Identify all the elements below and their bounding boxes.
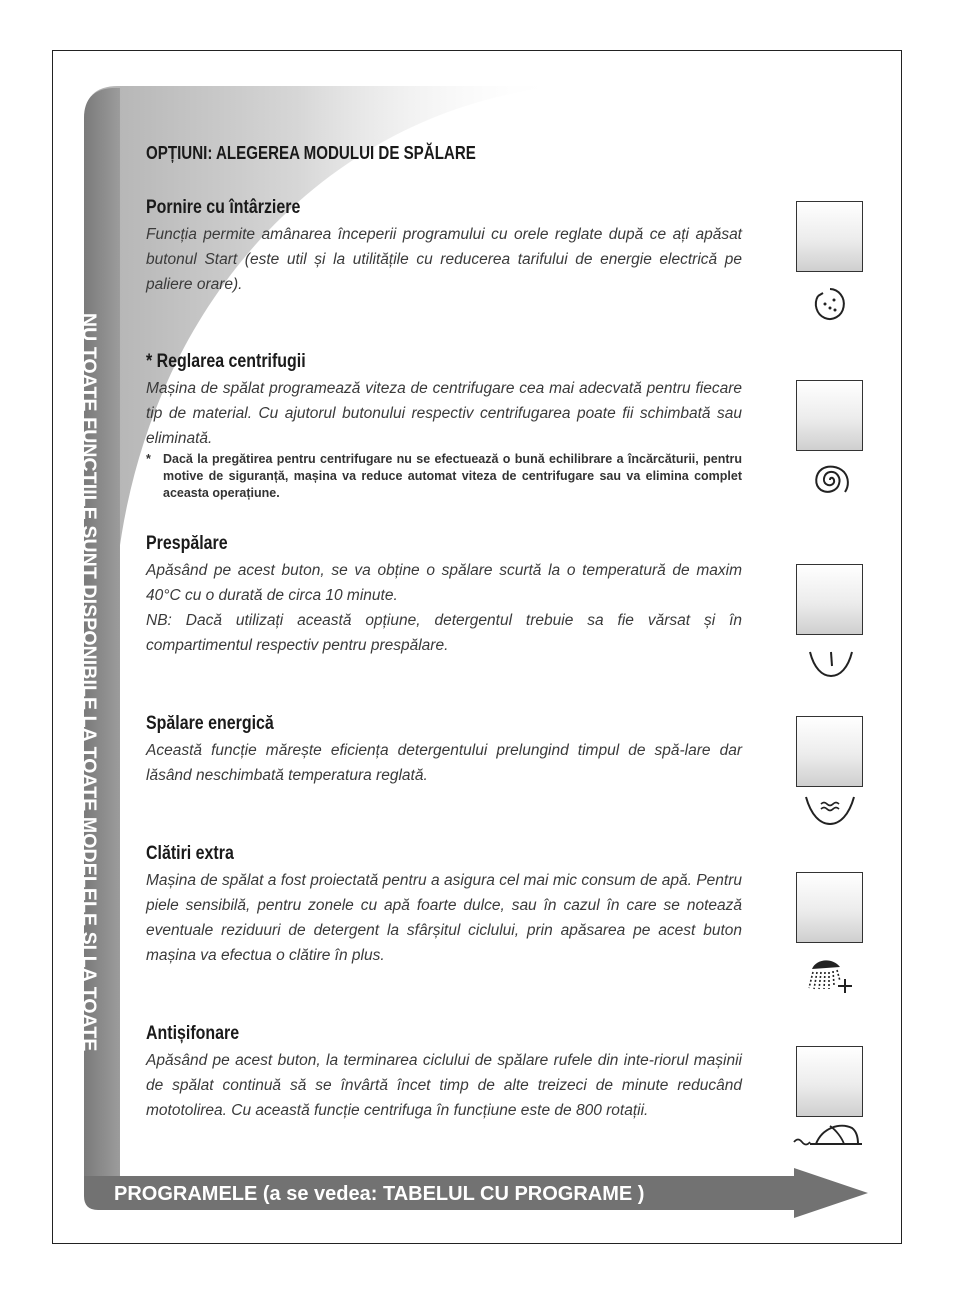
section-title: Prespălare — [146, 533, 228, 554]
section-intensive-wash — [146, 713, 742, 788]
section-title: Spălare energică — [146, 713, 274, 734]
prewash-button[interactable] — [796, 564, 863, 635]
extra-rinse-shower-icon — [806, 955, 854, 997]
section-body: Apăsând pe acest buton, se va obține o spălare scurtă la o temperatură de maxim 40°C cu o durată de circa 10 minute. — [146, 562, 742, 604]
extra-rinse-button[interactable] — [796, 872, 863, 943]
section-delayed-start — [146, 197, 742, 297]
note-marker: * — [146, 452, 151, 466]
anti-crease-button[interactable] — [796, 1046, 863, 1117]
spin-spiral-icon — [808, 462, 852, 498]
section-body: Mașina de spălat programează viteza de centrifugare cea mai adecvată pentru fiecare tip de material. Cu ajutorul butonului respectiv centrifugarea poate fii schimbată sau eliminată. — [146, 380, 742, 447]
section-prewash — [146, 533, 742, 658]
section-title: Clătiri extra — [146, 843, 234, 864]
prewash-basin-icon — [808, 646, 854, 680]
section-note — [146, 451, 742, 502]
section-spin-control — [146, 351, 742, 502]
note-text: Dacă la pregătirea pentru centrifugare nu se efectuează o bună echilibrare a încărcăturii, pentru motive de siguranță, mașina va reduce automat viteza de centrifugare sau va elimina complet aceasta operațiune. — [163, 452, 742, 500]
footer-programs-link[interactable]: PROGRAMELE (a se vedea: TABELUL CU PROGRAME ) — [114, 1183, 645, 1205]
section-body: Apăsând pe acest buton, la terminarea ciclului de spălare rufele din inte-riorul mașinii de spălat continuă să se învârtă încet timp de alte treizeci de minute reducând mototolirea. Cu această funcție centrifuga în funcțiune este de 800 rotații. — [146, 1052, 742, 1119]
delayed-start-button[interactable] — [796, 201, 863, 272]
page-title: OPȚIUNI: ALEGEREA MODULUI DE SPĂLARE — [146, 143, 476, 163]
section-body: Funcția permite amânarea începerii programului cu orele reglate după ce ați apăsat butonul Start (este util și la utilitățile cu reducerea tarifului de energie electrică pe paliere orare). — [146, 226, 742, 293]
section-body: Această funcție mărește eficiența detergentului prelungind timpul de spă-lare dar lăsând neschimbată temperatura reglată. — [146, 742, 742, 784]
delay-clock-icon — [812, 285, 848, 323]
section-extra-rinse — [146, 843, 742, 968]
intensive-wash-button[interactable] — [796, 716, 863, 787]
spin-control-button[interactable] — [796, 380, 863, 451]
section-body-note: NB: Dacă utilizați această opțiune, detergentul trebuie sa fie vărsat și în compartimentul respectiv pentru prespălare. — [146, 612, 742, 654]
section-title: * Reglarea centrifugii — [146, 351, 306, 372]
intensive-wash-icon — [804, 793, 856, 829]
section-title: Antișifonare — [146, 1023, 240, 1044]
section-title: Pornire cu întârziere — [146, 197, 301, 218]
side-banner-text: NU TOATE FUNCȚIILE SUNT DISPONIBILE LA TOATE MODELELE ȘI LA TOATE — [78, 313, 100, 1052]
section-anti-crease — [146, 1023, 742, 1123]
section-body: Mașina de spălat a fost proiectată pentru a asigura cel mai mic consum de apă. Pentru piele sensibilă, pentru zonele cu apă foarte dulce, sau în cazul în care se notează eventuale reziduuri de detergent la sfârșitul ciclului, prin apăsarea pe acest buton mașina va efectua o clătire în plus. — [146, 872, 742, 964]
anti-crease-iron-icon — [792, 1118, 864, 1150]
